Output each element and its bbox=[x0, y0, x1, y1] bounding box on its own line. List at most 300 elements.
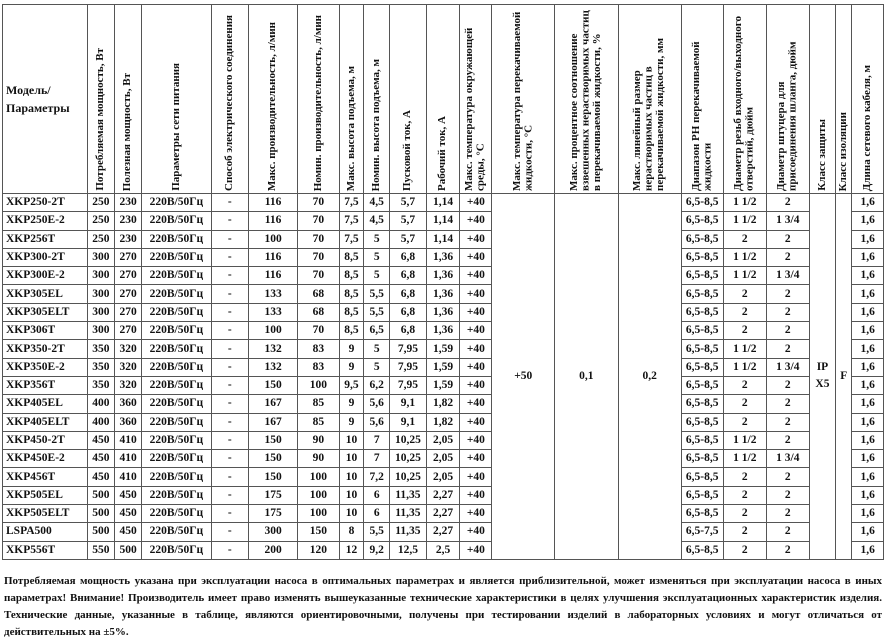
table-cell: 1,6 bbox=[852, 358, 884, 376]
table-cell: 6,8 bbox=[390, 285, 427, 303]
table-cell: +40 bbox=[460, 340, 492, 358]
table-cell: 1 3/4 bbox=[767, 267, 810, 285]
merged-protection-class: IP X5 bbox=[809, 194, 836, 560]
table-row bbox=[3, 431, 884, 449]
model-cell: XKP450E-2 bbox=[3, 450, 88, 468]
table-cell: +40 bbox=[460, 431, 492, 449]
table-cell: 1,36 bbox=[426, 267, 460, 285]
table-cell: 1,6 bbox=[852, 413, 884, 431]
table-cell: 220В/50Гц bbox=[142, 212, 212, 230]
table-cell: 360 bbox=[115, 413, 142, 431]
table-cell: - bbox=[211, 376, 248, 394]
table-row bbox=[3, 413, 884, 431]
header-network: Параметры сети питания bbox=[142, 5, 212, 194]
table-cell: 90 bbox=[298, 431, 339, 449]
table-cell: 68 bbox=[298, 285, 339, 303]
merged-insulation-class: F bbox=[836, 194, 852, 560]
table-row bbox=[3, 248, 884, 266]
header-connection: Способ электрического соединения bbox=[211, 5, 248, 194]
table-cell: 400 bbox=[87, 395, 115, 413]
table-cell: 230 bbox=[115, 212, 142, 230]
table-row bbox=[3, 505, 884, 523]
table-cell: 5,5 bbox=[364, 285, 390, 303]
table-cell: 1,6 bbox=[852, 486, 884, 504]
table-cell: 2 bbox=[767, 468, 810, 486]
model-cell: XKP306T bbox=[3, 322, 88, 340]
table-cell: 100 bbox=[298, 468, 339, 486]
table-cell: 400 bbox=[87, 413, 115, 431]
table-cell: 450 bbox=[87, 431, 115, 449]
table-cell: +40 bbox=[460, 505, 492, 523]
table-cell: +40 bbox=[460, 267, 492, 285]
table-cell: 83 bbox=[298, 358, 339, 376]
table-cell: 2 bbox=[723, 486, 767, 504]
table-cell: 7,95 bbox=[390, 340, 427, 358]
table-cell: 1 1/2 bbox=[723, 450, 767, 468]
table-cell: 70 bbox=[298, 248, 339, 266]
table-cell: 450 bbox=[87, 468, 115, 486]
table-cell: 2 bbox=[767, 431, 810, 449]
table-cell: - bbox=[211, 322, 248, 340]
table-cell: 175 bbox=[249, 505, 298, 523]
table-cell: 10 bbox=[339, 431, 364, 449]
table-cell: 300 bbox=[87, 322, 115, 340]
table-cell: 6,5-8,5 bbox=[681, 285, 723, 303]
model-cell: XKP250-2T bbox=[3, 194, 88, 212]
table-cell: 8,5 bbox=[339, 322, 364, 340]
table-cell: 220В/50Гц bbox=[142, 413, 212, 431]
table-cell: 300 bbox=[87, 285, 115, 303]
table-cell: 270 bbox=[115, 322, 142, 340]
table-cell: 6,5-8,5 bbox=[681, 340, 723, 358]
table-cell: 5,7 bbox=[390, 194, 427, 212]
table-cell: 10 bbox=[339, 450, 364, 468]
table-cell: 6,5-8,5 bbox=[681, 230, 723, 248]
table-cell: - bbox=[211, 212, 248, 230]
table-cell: - bbox=[211, 285, 248, 303]
table-cell: 220В/50Гц bbox=[142, 248, 212, 266]
table-cell: 6 bbox=[364, 505, 390, 523]
table-cell: 2 bbox=[723, 395, 767, 413]
table-cell: 2 bbox=[767, 413, 810, 431]
table-cell: 150 bbox=[249, 468, 298, 486]
table-cell: 90 bbox=[298, 450, 339, 468]
table-cell: 2 bbox=[767, 523, 810, 541]
table-cell: 12,5 bbox=[390, 541, 427, 559]
merged-max-particle-size: 0,2 bbox=[618, 194, 681, 560]
header-useful-power: Полезная мощность, Вт bbox=[115, 5, 142, 194]
table-row bbox=[3, 450, 884, 468]
table-cell: 6,5-8,5 bbox=[681, 450, 723, 468]
table-cell: 2 bbox=[723, 303, 767, 321]
model-cell: XKP300E-2 bbox=[3, 267, 88, 285]
table-cell: 2 bbox=[767, 230, 810, 248]
table-cell: 350 bbox=[87, 340, 115, 358]
table-cell: - bbox=[211, 413, 248, 431]
table-cell: 2,27 bbox=[426, 486, 460, 504]
model-cell: XKP505EL bbox=[3, 486, 88, 504]
header-thread: Диаметр резьб входного/выходного отверстий, дюйм bbox=[723, 5, 767, 194]
table-cell: 116 bbox=[249, 267, 298, 285]
table-cell: 132 bbox=[249, 340, 298, 358]
table-cell: 9 bbox=[339, 413, 364, 431]
table-row bbox=[3, 285, 884, 303]
table-cell: - bbox=[211, 395, 248, 413]
table-cell: 133 bbox=[249, 303, 298, 321]
table-cell: 220В/50Гц bbox=[142, 486, 212, 504]
table-cell: +40 bbox=[460, 541, 492, 559]
table-cell: 300 bbox=[249, 523, 298, 541]
table-cell: 5,6 bbox=[364, 395, 390, 413]
table-cell: 550 bbox=[87, 541, 115, 559]
table-cell: 6,8 bbox=[390, 267, 427, 285]
table-cell: +40 bbox=[460, 486, 492, 504]
table-cell: 1,59 bbox=[426, 376, 460, 394]
table-cell: 4,5 bbox=[364, 212, 390, 230]
table-cell: - bbox=[211, 340, 248, 358]
table-cell: 1 1/2 bbox=[723, 267, 767, 285]
table-row bbox=[3, 230, 884, 248]
table-cell: 6,5-7,5 bbox=[681, 523, 723, 541]
table-cell: 2 bbox=[723, 285, 767, 303]
table-cell: +40 bbox=[460, 194, 492, 212]
table-cell: - bbox=[211, 230, 248, 248]
table-cell: 132 bbox=[249, 358, 298, 376]
table-cell: 85 bbox=[298, 395, 339, 413]
table-cell: 6,5-8,5 bbox=[681, 212, 723, 230]
table-row bbox=[3, 303, 884, 321]
header-protection: Класс защиты bbox=[809, 5, 836, 194]
table-row bbox=[3, 267, 884, 285]
table-cell: 230 bbox=[115, 194, 142, 212]
table-cell: +40 bbox=[460, 230, 492, 248]
table-cell: 300 bbox=[87, 303, 115, 321]
table-cell: 5,7 bbox=[390, 212, 427, 230]
table-cell: 2 bbox=[723, 523, 767, 541]
table-cell: 100 bbox=[249, 322, 298, 340]
table-cell: 450 bbox=[87, 450, 115, 468]
table-cell: 270 bbox=[115, 303, 142, 321]
table-cell: 70 bbox=[298, 322, 339, 340]
table-cell: 12 bbox=[339, 541, 364, 559]
table-cell: 6,8 bbox=[390, 248, 427, 266]
table-cell: 1,82 bbox=[426, 413, 460, 431]
table-cell: 320 bbox=[115, 376, 142, 394]
table-cell: 10 bbox=[339, 486, 364, 504]
table-cell: 8,5 bbox=[339, 303, 364, 321]
table-cell: 6,2 bbox=[364, 376, 390, 394]
table-cell: 220В/50Гц bbox=[142, 230, 212, 248]
table-cell: 220В/50Гц bbox=[142, 267, 212, 285]
table-cell: 250 bbox=[87, 230, 115, 248]
table-cell: 270 bbox=[115, 248, 142, 266]
table-cell: 1 1/2 bbox=[723, 358, 767, 376]
table-cell: - bbox=[211, 468, 248, 486]
table-cell: 11,35 bbox=[390, 523, 427, 541]
table-cell: 410 bbox=[115, 468, 142, 486]
table-cell: 9,1 bbox=[390, 395, 427, 413]
table-cell: 1 1/2 bbox=[723, 248, 767, 266]
table-cell: 7,5 bbox=[339, 212, 364, 230]
table-cell: 270 bbox=[115, 285, 142, 303]
model-cell: XKP556T bbox=[3, 541, 88, 559]
table-cell: 2,05 bbox=[426, 450, 460, 468]
table-cell: 360 bbox=[115, 395, 142, 413]
table-cell: 5,6 bbox=[364, 413, 390, 431]
table-cell: 6,5-8,5 bbox=[681, 248, 723, 266]
table-cell: 8 bbox=[339, 523, 364, 541]
table-cell: 150 bbox=[249, 431, 298, 449]
table-cell: 6,5-8,5 bbox=[681, 505, 723, 523]
table-cell: 68 bbox=[298, 303, 339, 321]
table-cell: 5 bbox=[364, 248, 390, 266]
model-cell: XKP450-2T bbox=[3, 431, 88, 449]
table-cell: - bbox=[211, 303, 248, 321]
table-cell: 5 bbox=[364, 230, 390, 248]
table-cell: 1,36 bbox=[426, 285, 460, 303]
table-cell: 6 bbox=[364, 486, 390, 504]
table-cell: 9,5 bbox=[339, 376, 364, 394]
table-cell: 6,5 bbox=[364, 322, 390, 340]
header-cable: Длина сетевого кабеля, м bbox=[852, 5, 884, 194]
table-row bbox=[3, 468, 884, 486]
table-cell: - bbox=[211, 358, 248, 376]
table-cell: 1,6 bbox=[852, 267, 884, 285]
table-cell: 1 1/2 bbox=[723, 194, 767, 212]
table-cell: 8,5 bbox=[339, 267, 364, 285]
table-cell: 1,6 bbox=[852, 395, 884, 413]
table-cell: 220В/50Гц bbox=[142, 340, 212, 358]
table-cell: 350 bbox=[87, 376, 115, 394]
table-cell: 7,2 bbox=[364, 468, 390, 486]
table-cell: 2 bbox=[723, 322, 767, 340]
footnote: Потребляемая мощность указана при эксплуатации насоса в оптимальных параметрах и является приблизительной, может изменяться при эксплуатации насоса в иных параметрах! Внимание! Производитель имеет право изменять вышеуказанные технические характеристики в целях улучшения эксплуатационных характеристик изделия. Технические данные, указанные в таблице, являются ориентировочными, получены при тестировании изделий в лабораторных условиях и могут отличаться от действительных на ±5%. bbox=[4, 575, 882, 638]
header-particle-size: Макс. линейный размер нерастворимых частиц в перекачиваемой жидкости, мм bbox=[618, 5, 681, 194]
table-cell: 2 bbox=[767, 376, 810, 394]
table-cell: 1 1/2 bbox=[723, 212, 767, 230]
table-cell: 1,6 bbox=[852, 340, 884, 358]
table-cell: 5 bbox=[364, 358, 390, 376]
table-cell: +40 bbox=[460, 376, 492, 394]
table-cell: 10,25 bbox=[390, 468, 427, 486]
table-cell: 220В/50Гц bbox=[142, 194, 212, 212]
table-cell: 2 bbox=[767, 285, 810, 303]
table-cell: 9,1 bbox=[390, 413, 427, 431]
table-cell: - bbox=[211, 486, 248, 504]
model-cell: XKP250E-2 bbox=[3, 212, 88, 230]
table-row bbox=[3, 212, 884, 230]
table-cell: 220В/50Гц bbox=[142, 376, 212, 394]
table-cell: 2 bbox=[767, 486, 810, 504]
model-cell: XKP405EL bbox=[3, 395, 88, 413]
table-row bbox=[3, 541, 884, 559]
table-cell: 2 bbox=[723, 413, 767, 431]
model-cell: XKP350-2T bbox=[3, 340, 88, 358]
table-cell: +40 bbox=[460, 450, 492, 468]
table-cell: - bbox=[211, 523, 248, 541]
table-cell: 1,6 bbox=[852, 322, 884, 340]
table-cell: 500 bbox=[87, 486, 115, 504]
table-row bbox=[3, 358, 884, 376]
table-cell: - bbox=[211, 267, 248, 285]
model-cell: XKP356T bbox=[3, 376, 88, 394]
table-cell: 220В/50Гц bbox=[142, 450, 212, 468]
table-cell: 6,5-8,5 bbox=[681, 376, 723, 394]
table-cell: 6,5-8,5 bbox=[681, 358, 723, 376]
table-cell: - bbox=[211, 431, 248, 449]
table-cell: 1,6 bbox=[852, 468, 884, 486]
table-cell: 220В/50Гц bbox=[142, 303, 212, 321]
table-cell: 2 bbox=[767, 541, 810, 559]
header-work-current: Рабочий ток, А bbox=[426, 5, 460, 194]
table-cell: 6,5-8,5 bbox=[681, 468, 723, 486]
table-cell: 5 bbox=[364, 267, 390, 285]
model-cell: XKP300-2T bbox=[3, 248, 88, 266]
table-cell: 500 bbox=[87, 523, 115, 541]
table-cell: 100 bbox=[249, 230, 298, 248]
header-ph: Диапазон PH перекачиваемой жидкости bbox=[681, 5, 723, 194]
table-cell: 6,5-8,5 bbox=[681, 194, 723, 212]
header-particle-percent: Макс. процентное соотношение взвешенных нерастворимых частиц в перекачиваемой жидкости, % bbox=[555, 5, 618, 194]
table-cell: 220В/50Гц bbox=[142, 285, 212, 303]
table-cell: 10 bbox=[339, 505, 364, 523]
table-cell: 2 bbox=[767, 194, 810, 212]
table-cell: 1,6 bbox=[852, 541, 884, 559]
table-cell: 410 bbox=[115, 431, 142, 449]
table-cell: 450 bbox=[115, 486, 142, 504]
table-cell: 300 bbox=[87, 267, 115, 285]
table-cell: +40 bbox=[460, 285, 492, 303]
table-cell: 2,05 bbox=[426, 431, 460, 449]
table-cell: 250 bbox=[87, 194, 115, 212]
table-cell: 1,6 bbox=[852, 230, 884, 248]
table-cell: 1,82 bbox=[426, 395, 460, 413]
table-cell: +40 bbox=[460, 248, 492, 266]
table-cell: 230 bbox=[115, 230, 142, 248]
table-cell: 220В/50Гц bbox=[142, 541, 212, 559]
table-cell: 410 bbox=[115, 450, 142, 468]
header-ambient-temp: Макс. температура окружающей среды, °С bbox=[460, 5, 492, 194]
table-cell: 1,6 bbox=[852, 505, 884, 523]
table-cell: 1,36 bbox=[426, 248, 460, 266]
table-cell: 116 bbox=[249, 248, 298, 266]
table-cell: 350 bbox=[87, 358, 115, 376]
table-cell: 70 bbox=[298, 267, 339, 285]
header-nom-flow: Номин. производительность, л/мин bbox=[298, 5, 339, 194]
table-cell: 1 1/2 bbox=[723, 431, 767, 449]
table-cell: 1,6 bbox=[852, 248, 884, 266]
model-cell: XKP256T bbox=[3, 230, 88, 248]
table-cell: 220В/50Гц bbox=[142, 431, 212, 449]
header-start-current: Пусковой ток, А bbox=[390, 5, 427, 194]
table-cell: - bbox=[211, 248, 248, 266]
header-fitting: Диаметр штуцера для присоединения шланга, дюйм bbox=[767, 5, 810, 194]
table-cell: 6,8 bbox=[390, 303, 427, 321]
table-cell: 6,5-8,5 bbox=[681, 541, 723, 559]
table-cell: 70 bbox=[298, 194, 339, 212]
header-consumed-power: Потребляемая мощность, Вт bbox=[87, 5, 115, 194]
table-cell: +40 bbox=[460, 358, 492, 376]
table-cell: 320 bbox=[115, 358, 142, 376]
model-cell: XKP305ELT bbox=[3, 303, 88, 321]
table-cell: 5,5 bbox=[364, 303, 390, 321]
table-cell: 100 bbox=[298, 376, 339, 394]
table-cell: 1,36 bbox=[426, 303, 460, 321]
table-cell: 9 bbox=[339, 340, 364, 358]
table-cell: 1,6 bbox=[852, 431, 884, 449]
table-cell: 2,27 bbox=[426, 505, 460, 523]
table-cell: 250 bbox=[87, 212, 115, 230]
table-cell: 150 bbox=[249, 376, 298, 394]
table-cell: - bbox=[211, 541, 248, 559]
table-cell: 1,14 bbox=[426, 194, 460, 212]
table-cell: 2 bbox=[723, 505, 767, 523]
table-cell: 150 bbox=[249, 450, 298, 468]
header-nom-head: Номин. высота подъема, м bbox=[364, 5, 390, 194]
table-cell: 1,6 bbox=[852, 212, 884, 230]
table-cell: 1 1/2 bbox=[723, 340, 767, 358]
table-row bbox=[3, 322, 884, 340]
table-cell: 7,95 bbox=[390, 358, 427, 376]
header-liquid-temp: Макс. температура перекачиваемой жидкости, °С bbox=[492, 5, 555, 194]
spec-table bbox=[2, 4, 884, 560]
table-body bbox=[3, 194, 884, 560]
table-cell: 2 bbox=[723, 230, 767, 248]
table-cell: 5 bbox=[364, 340, 390, 358]
table-cell: 1,59 bbox=[426, 358, 460, 376]
table-cell: 1,6 bbox=[852, 285, 884, 303]
merged-max-liquid-temp: +50 bbox=[492, 194, 555, 560]
table-cell: 100 bbox=[298, 486, 339, 504]
table-cell: 1 3/4 bbox=[767, 212, 810, 230]
table-cell: 9,2 bbox=[364, 541, 390, 559]
table-cell: 1,14 bbox=[426, 230, 460, 248]
table-cell: 450 bbox=[115, 523, 142, 541]
table-cell: 11,35 bbox=[390, 505, 427, 523]
table-row bbox=[3, 376, 884, 394]
model-cell: XKP505ELT bbox=[3, 505, 88, 523]
header-max-head: Макс. высота подъема, м bbox=[339, 5, 364, 194]
table-cell: 7 bbox=[364, 431, 390, 449]
table-cell: 6,5-8,5 bbox=[681, 322, 723, 340]
table-cell: +40 bbox=[460, 395, 492, 413]
table-cell: +40 bbox=[460, 468, 492, 486]
table-row bbox=[3, 486, 884, 504]
model-cell: LSPA500 bbox=[3, 523, 88, 541]
table-cell: 2 bbox=[723, 468, 767, 486]
table-cell: 1,36 bbox=[426, 322, 460, 340]
table-cell: 220В/50Гц bbox=[142, 322, 212, 340]
table-row bbox=[3, 194, 884, 212]
table-cell: 2 bbox=[767, 303, 810, 321]
table-cell: 6,8 bbox=[390, 322, 427, 340]
table-cell: - bbox=[211, 194, 248, 212]
table-cell: +40 bbox=[460, 212, 492, 230]
table-cell: 300 bbox=[87, 248, 115, 266]
table-cell: 1,6 bbox=[852, 523, 884, 541]
header-row bbox=[3, 5, 884, 194]
header-max-flow: Макс. производительность, л/мин bbox=[249, 5, 298, 194]
table-cell: 220В/50Гц bbox=[142, 523, 212, 541]
table-cell: 1,6 bbox=[852, 376, 884, 394]
table-cell: 133 bbox=[249, 285, 298, 303]
table-cell: 6,5-8,5 bbox=[681, 303, 723, 321]
table-cell: 1,14 bbox=[426, 212, 460, 230]
table-cell: 6,5-8,5 bbox=[681, 486, 723, 504]
table-cell: 120 bbox=[298, 541, 339, 559]
table-cell: 85 bbox=[298, 413, 339, 431]
table-cell: 150 bbox=[298, 523, 339, 541]
